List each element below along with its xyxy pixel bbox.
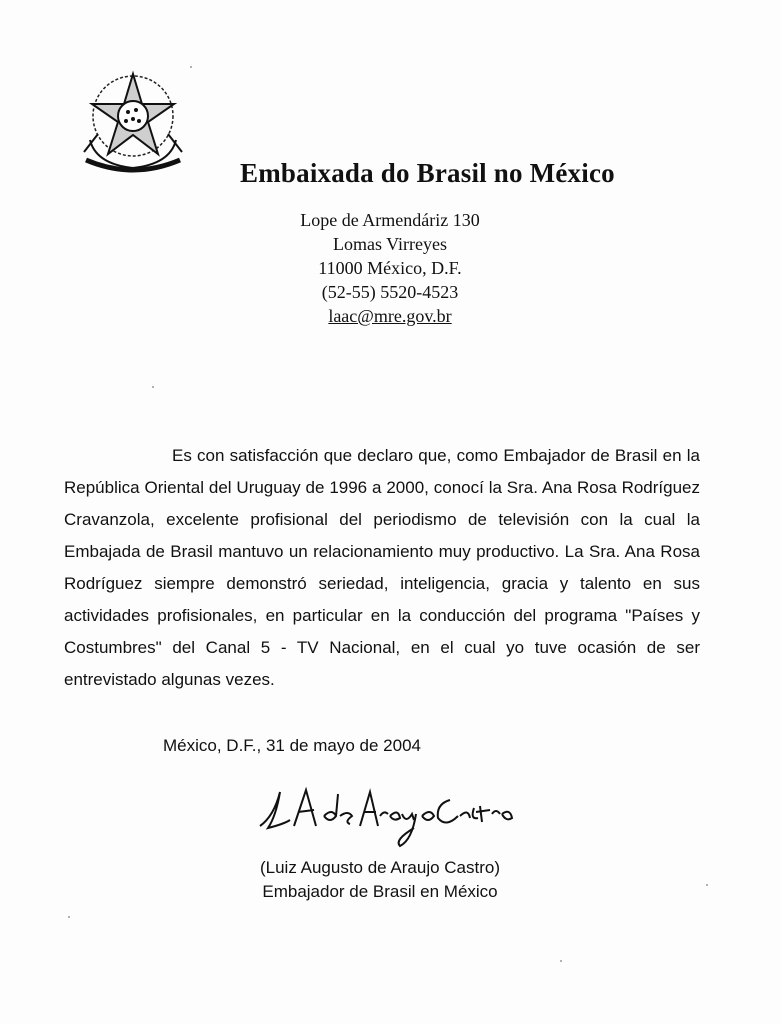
handwritten-signature xyxy=(250,770,520,850)
signer-name: (Luiz Augusto de Araujo Castro) xyxy=(259,858,501,877)
scan-speck xyxy=(190,66,192,68)
scan-speck xyxy=(152,386,154,388)
signer-block xyxy=(240,856,520,904)
embassy-address xyxy=(260,208,520,328)
letter-date: México, D.F., 31 de mayo de 2004 xyxy=(163,736,421,755)
signer-title: Embajador de Brasil en México xyxy=(262,882,498,901)
address-neighborhood: Lomas Virreyes xyxy=(332,234,448,254)
letter-body: Es con satisfacción que declaro que, como Embajador de Brasil en la República Oriental del Uruguay de 1996 a 2000, conocí la Sra. Ana Rosa Rodríguez Cravanzola, excelente profisional del periodismo de televisión con la cual la Embajada de Brasil mantuvo un relacionamiento muy productivo. La Sra. Ana Rosa Rodríguez siempre demonstró seriedad, inteligencia, gracia y talento en sus actividades profisionales, en particular en la conducción del programa "Países y Costumbres" del Canal 5 - TV Nacional, en el cual yo tuve ocasión de ser entrevistado algunas vezes. xyxy=(64,446,700,689)
coat-of-arms-of-brazil-icon xyxy=(76,64,190,178)
email-link[interactable]: laac@mre.gov.br xyxy=(328,306,452,326)
embassy-title: Embaixada do Brasil no México xyxy=(240,158,615,188)
address-phone: (52-55) 5520-4523 xyxy=(321,282,459,302)
scan-speck xyxy=(68,916,70,918)
address-city: 11000 México, D.F. xyxy=(318,258,462,278)
address-street: Lope de Armendáriz 130 xyxy=(300,210,480,230)
scan-speck xyxy=(560,960,562,962)
scan-speck xyxy=(706,884,708,886)
